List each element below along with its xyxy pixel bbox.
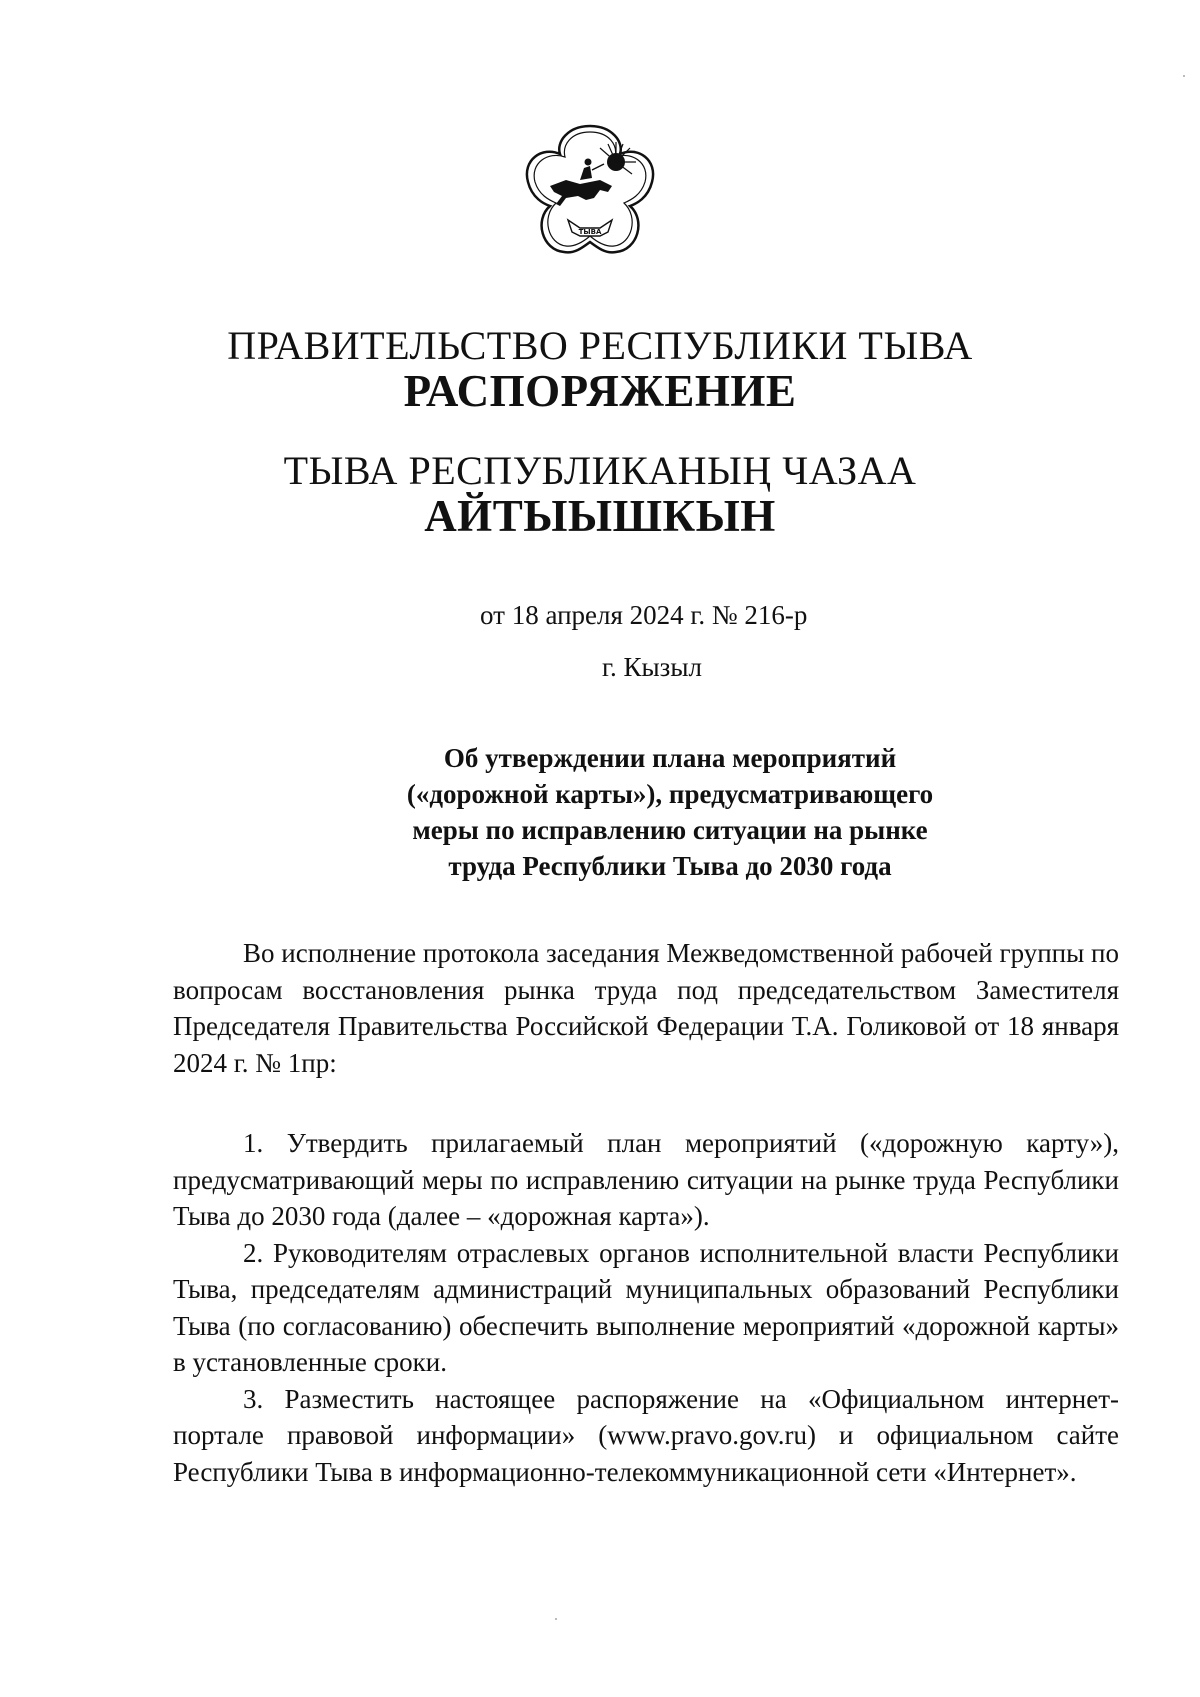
preamble-paragraph: Во исполнение протокола заседания Межведомственной рабочей группы по вопросам восстановления рынка труда под председательством Заместителя Председателя Правительства Российской Федерации Т.А. Голиковой от 18 января 2024 г. № 1пр: [173,938,1119,1078]
resolution-item: 3. Разместить настоящее распоряжение на «Официальном интернет-портале правовой информации» (www.pravo.gov.ru) и официальном сайте Республики Тыва в информационно-телекоммуникационной сети «Интернет». [173,1383,1119,1487]
title-line: меры по исправлению ситуации на рынке [412,815,928,845]
document-city: г. Кызыл [602,652,702,682]
scan-dot [1183,75,1185,77]
title-line: Об утверждении плана мероприятий [443,743,897,773]
resolution-item: 2. Руководителям отраслевых органов исполнительной власти Республики Тыва, председателям администраций муниципальных образований Республики Тыва (по согласованию) обеспечить выполнение мероприятий «дорожной карты» в установленные сроки. [173,1237,1119,1377]
title-line: труда Республики Тыва до 2030 года [448,851,892,881]
document-type-tyv: АЙТЫЫШКЫН [424,491,776,541]
document-title [330,740,1010,884]
document-type-ru: РАСПОРЯЖЕНИЕ [403,366,797,416]
title-line: («дорожной карты»), предусматривающего [406,779,934,809]
organization-name-ru: ПРАВИТЕЛЬСТВО РЕСПУБЛИКИ ТЫВА [227,323,973,368]
scan-dot [555,1618,557,1620]
organization-name-tyv: ТЫВА РЕСПУБЛИКАНЫҢ ЧАЗАА [283,448,917,493]
document-date-number: от 18 апреля 2024 г. № 216-р [480,600,808,630]
resolution-item: 1. Утвердить прилагаемый план мероприятий («дорожную карту»), предусматривающий меры по исправлению ситуации на рынке труда Республики Тыва до 2030 года (далее – «дорожная карта»). [173,1128,1119,1231]
svg-text:ТЫВА: ТЫВА [578,228,602,236]
tuva-coat-of-arms-icon [520,120,660,270]
resolution-items [173,1125,1119,1490]
preamble-section [173,935,1119,1081]
